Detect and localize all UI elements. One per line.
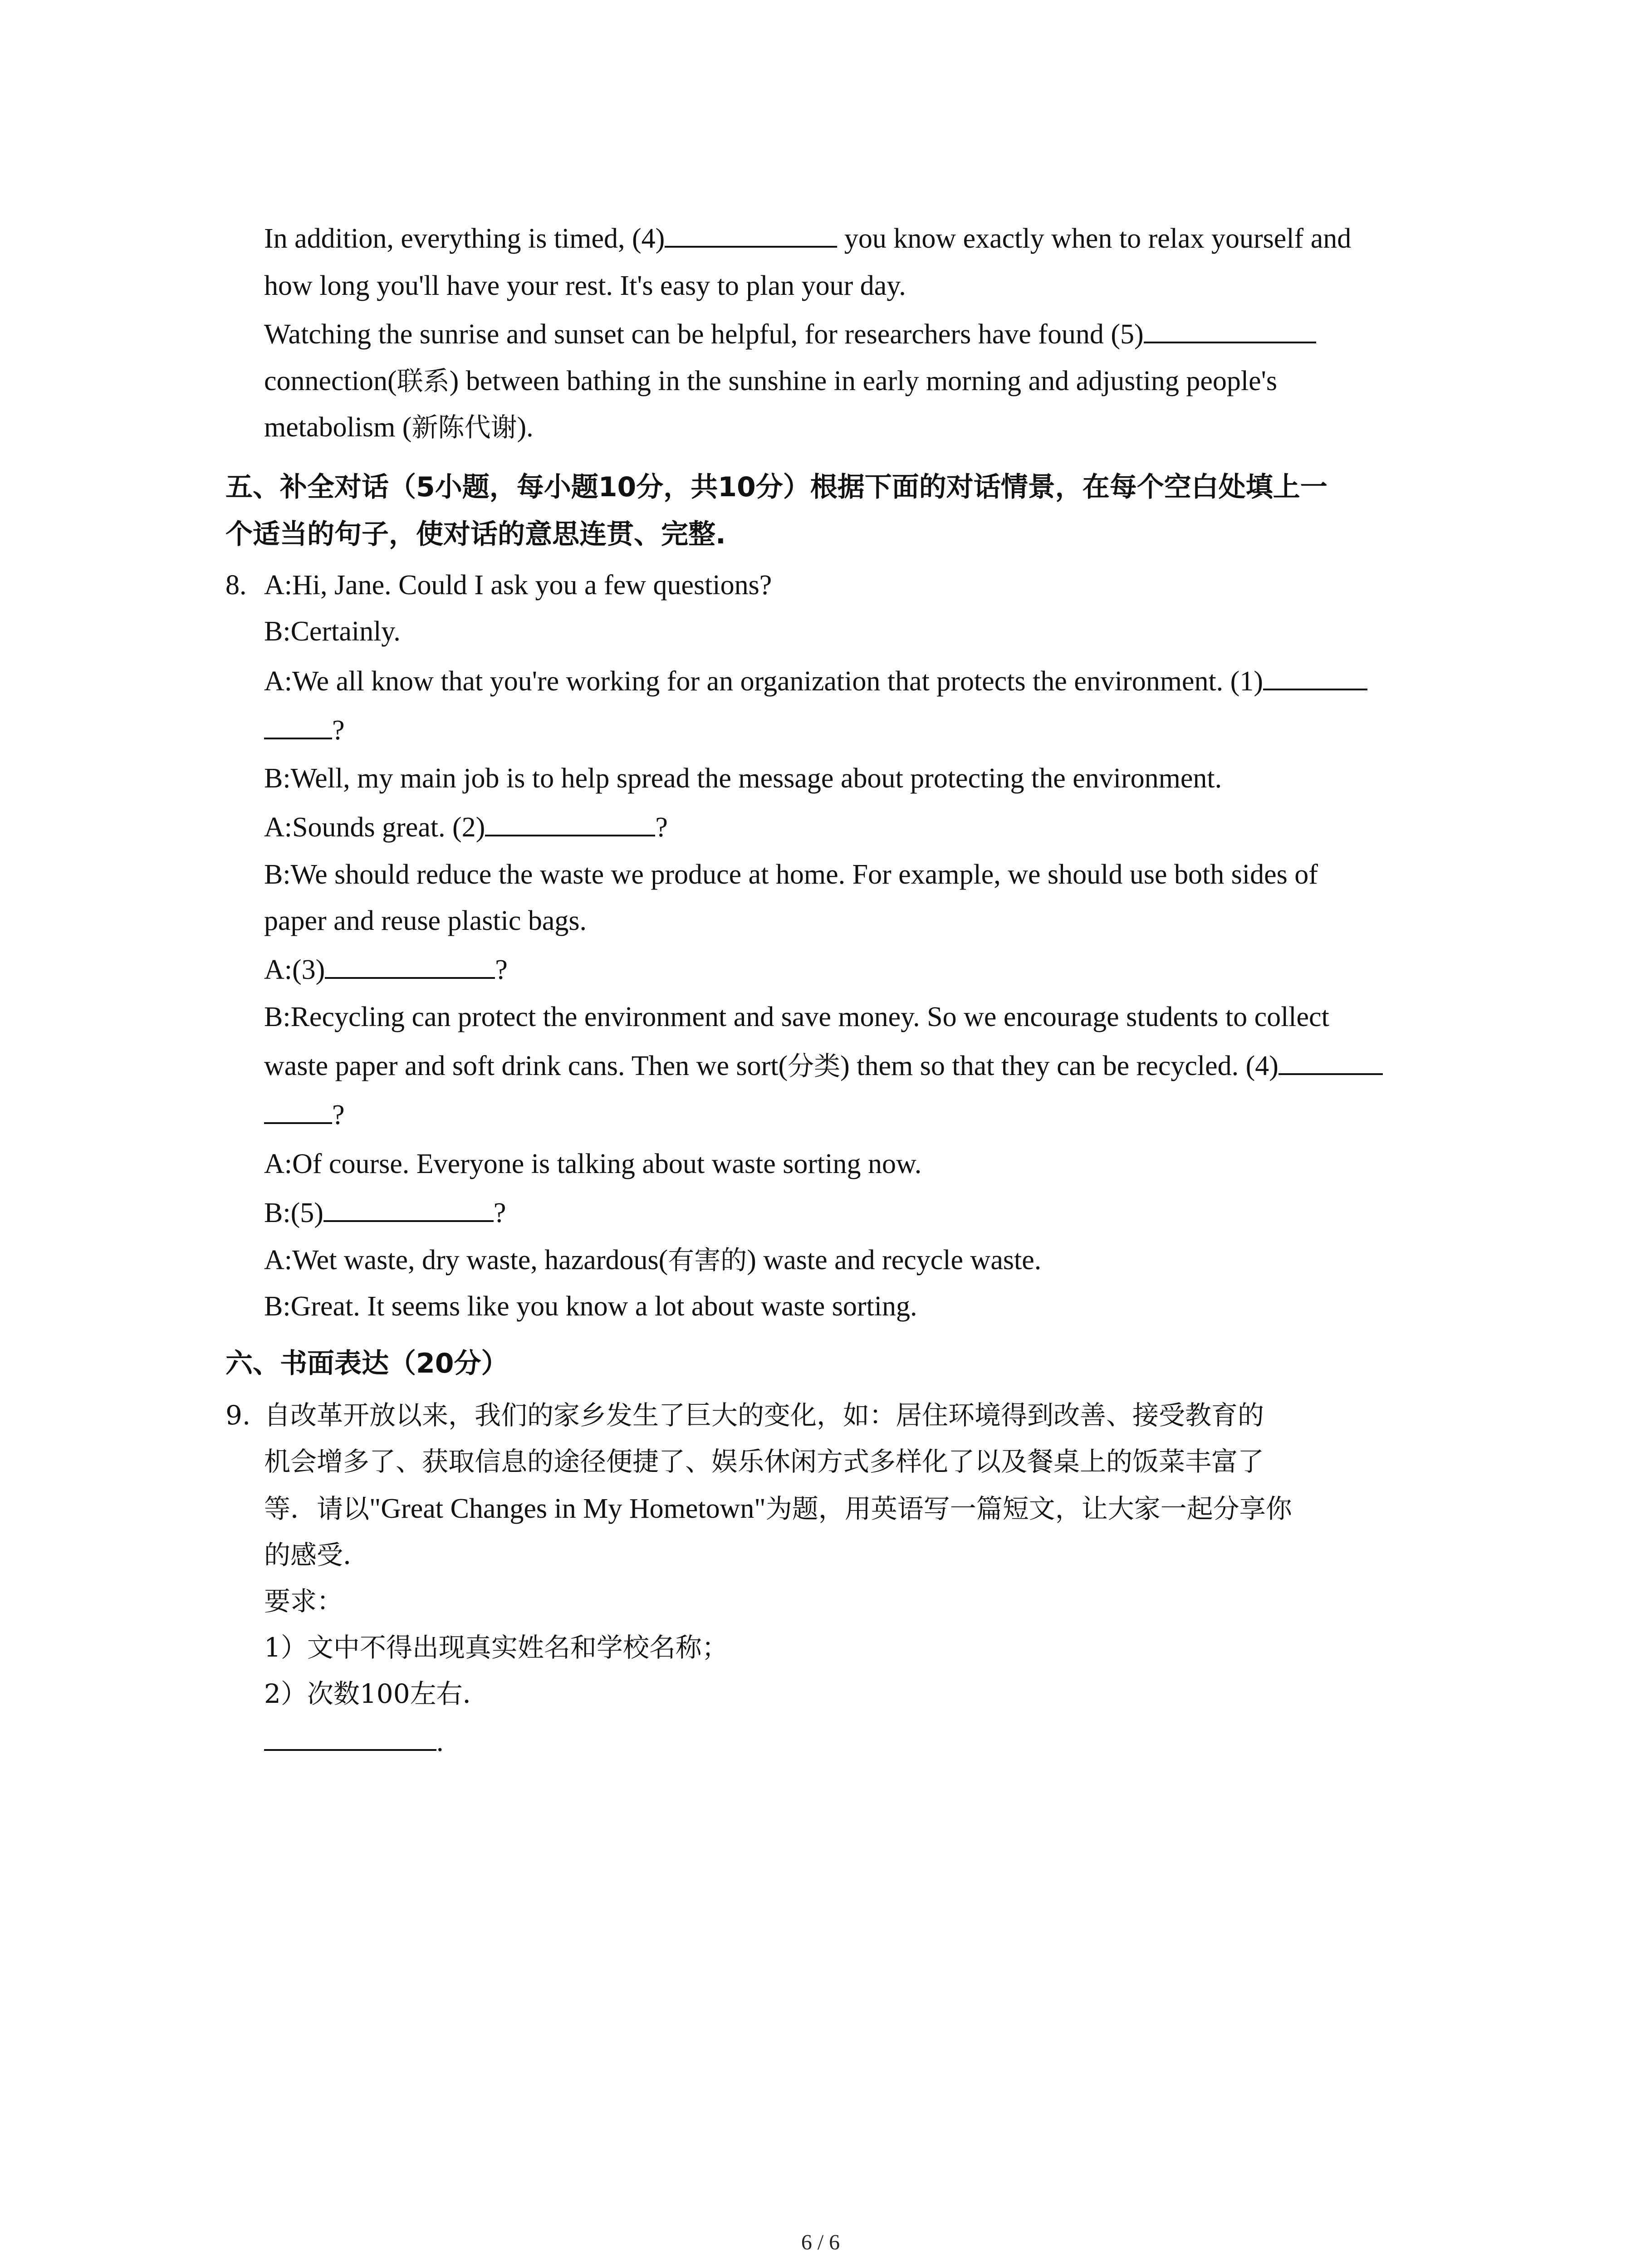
dialogue-text: ? [332,1100,345,1130]
dialogue-line: B:Great. It seems like you know a lot about waste sorting. [264,1291,917,1322]
dialogue-text: ) them so that they can be recycled. (4) [840,1051,1279,1081]
requirements-title: 要求： [264,1586,343,1617]
passage-line-5 [264,409,534,445]
passage-text: connection( [264,366,397,396]
answer-blank-5[interactable] [323,1195,494,1222]
dialogue-text: ? [332,715,345,746]
dialogue-line [264,1048,1383,1084]
dialogue-text: A:Wet waste, dry waste, hazardous( [264,1245,668,1276]
answer-blank-5[interactable] [1144,316,1316,343]
dialogue-line: B:Recycling can protect the environment and save money. So we encourage students to collect [264,1002,1329,1032]
passage-text: Watching the sunrise and sunset can be helpful, for researchers have found (5) [264,319,1144,350]
prompt-line-4: 的感受． [264,1540,370,1570]
passage-text: metabolism ( [264,412,412,443]
passage-text: ) between bathing in the sunshine in early morning and adjusting people's [449,366,1277,396]
prompt-line-3 [264,1491,1292,1527]
answer-blank-4[interactable] [665,220,837,248]
passage-text: In addition, everything is timed, (4) [264,223,665,254]
dialogue-text: A:Sounds great. (2) [264,812,485,843]
passage-text: you know exactly when to relax yourself and [837,223,1352,254]
essay-answer-blank[interactable] [264,1724,436,1751]
prompt-text: 为题，用英语写一篇短文，让大家一起分享你 [765,1493,1292,1524]
dialogue-line [264,952,508,988]
chinese-gloss: 分类 [788,1051,841,1081]
dialogue-text: A:(3) [264,954,325,985]
section-5-heading-line-1: 五、补全对话（5小题，每小题10分，共10分）根据下面的对话情景，在每个空白处填上一 [225,471,1327,503]
chinese-gloss: 联系 [397,366,450,396]
prompt-line-2: 机会增多了、获取信息的途径便捷了、娱乐休闲方式多样化了以及餐桌上的饭菜丰富了 [264,1446,1264,1477]
answer-blank-1[interactable] [1263,663,1367,690]
dialogue-text: A:We all know that you're working for an organization that protects the environment. (1) [264,666,1263,697]
prompt-text: 等．请以 [264,1493,370,1524]
dialogue-line: paper and reuse plastic bags. [264,905,587,936]
page-number: 6 / 6 [801,2230,840,2254]
essay-answer-line [264,1724,444,1760]
essay-title: "Great Changes in My Hometown" [369,1493,766,1524]
requirement-2: 2）次数100左右． [264,1678,489,1709]
answer-blank-4-continued[interactable] [264,1097,332,1124]
dialogue-text: waste paper and soft drink cans. Then we sort( [264,1051,788,1081]
chinese-gloss: 新陈代谢 [411,412,517,443]
dialogue-text: ? [655,812,668,843]
dialogue-line: A:Of course. Everyone is talking about waste sorting now. [264,1149,922,1179]
prompt-line-1: 自改革开放以来，我们的家乡发生了巨大的变化，如：居住环境得到改善、接受教育的 [264,1400,1264,1431]
answer-end-period: . [436,1726,444,1757]
dialogue-line: B:Certainly. [264,616,401,647]
dialogue-line [264,1097,345,1133]
dialogue-line: B:Well, my main job is to help spread the message about protecting the environment. [264,763,1222,794]
chinese-gloss: 有害的 [668,1245,747,1276]
dialogue-line [264,1195,506,1231]
answer-blank-4[interactable] [1279,1048,1383,1075]
passage-line-4 [264,363,1277,399]
passage-line-2: how long you'll have your rest. It's easy to plan your day. [264,270,906,301]
answer-blank-3[interactable] [325,952,495,979]
dialogue-text: ? [493,1198,506,1228]
question-8-number: 8. [225,570,247,601]
passage-line-1 [264,220,1351,257]
requirement-1: 1）文中不得出现真实姓名和学校名称； [264,1632,728,1663]
dialogue-line: A:Hi, Jane. Could I ask you a few questions? [264,570,772,601]
dialogue-text: B:(5) [264,1198,323,1228]
passage-line-3 [264,316,1316,352]
dialogue-text: ? [495,954,508,985]
dialogue-line [264,809,668,846]
passage-text: ). [517,412,534,443]
dialogue-line [264,1242,1041,1278]
dialogue-line [264,712,345,748]
section-6-heading: 六、书面表达（20分） [225,1348,509,1379]
section-5-heading-line-2: 个适当的句子，使对话的意思连贯、完整. [225,518,726,550]
dialogue-text: ) waste and recycle waste. [747,1245,1042,1276]
answer-blank-2[interactable] [485,809,655,836]
question-9-number: 9. [225,1400,251,1431]
answer-blank-1-continued[interactable] [264,712,332,739]
dialogue-line [264,663,1367,699]
dialogue-line: B:We should reduce the waste we produce at home. For example, we should use both sides of [264,859,1318,890]
